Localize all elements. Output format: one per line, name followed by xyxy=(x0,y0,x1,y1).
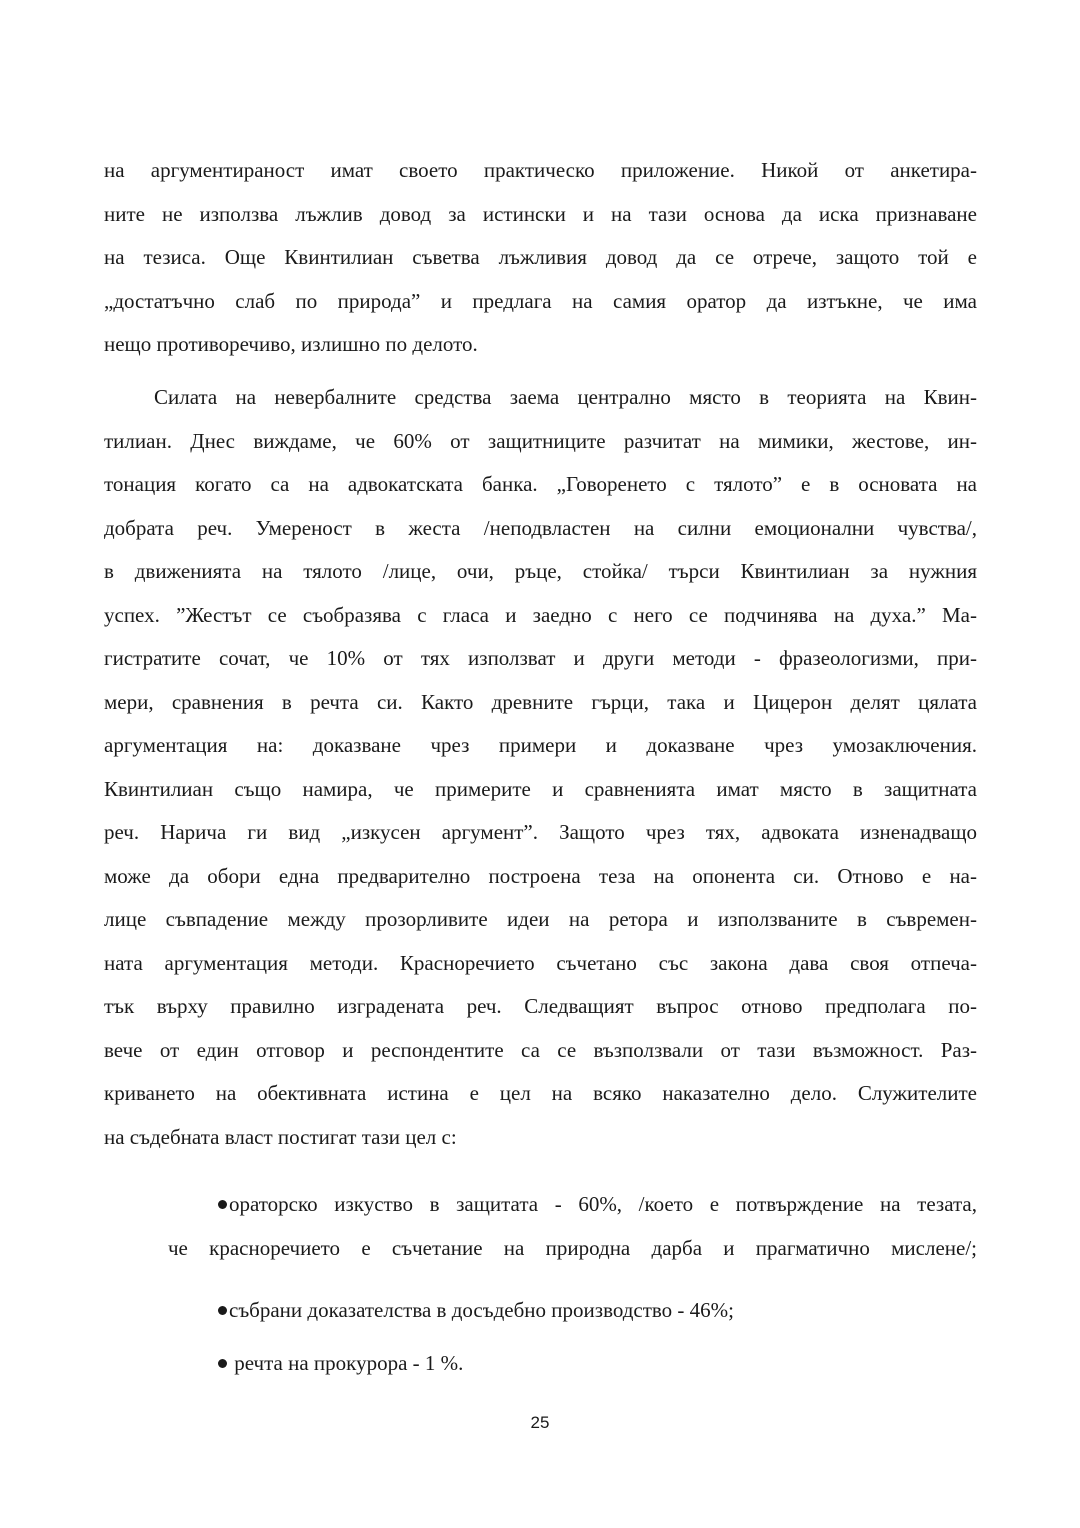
paragraph-2 xyxy=(104,376,977,1159)
text-line: добрата реч. Умереност в жеста /неподвластен на силни емоционални чувства/, xyxy=(104,515,977,540)
text-line: тък върху правилно изградената реч. Следващият въпрос отново предполага по- xyxy=(104,994,977,1018)
text-line: на съдебната власт постигат тази цел с: xyxy=(104,1124,457,1149)
text-line: нещо противоречиво, излишно по делото. xyxy=(104,332,478,356)
bullet-item-text: събрани доказателства в досъдебно производство - 46%; xyxy=(229,1298,735,1322)
text-line: в движенията на тялото /лице, очи, ръце, стойка/ търси Квинтилиан за нужния xyxy=(104,559,977,583)
text-line: „достатъчно слаб по природа” и предлага на самия оратор да изтъкне, че има xyxy=(104,288,977,313)
text-line: гистратите сочат, че 10% от тях използват и други методи - фразеологизми, при- xyxy=(104,646,977,670)
text-line: успех. ”Жестът се съобразява с гласа и заедно с него се подчинява на духа.” Ма- xyxy=(104,602,977,627)
text-line: може да обори една предварително построена теза на опонента си. Отново е на- xyxy=(104,863,977,888)
bullet-dot-icon xyxy=(218,1306,227,1315)
bullet-dot-icon xyxy=(218,1200,227,1209)
bullet-item-oratory xyxy=(218,1183,977,1227)
bullet-item-prosecutor xyxy=(218,1342,463,1386)
text-line: на тезиса. Още Квинтилиан съветва лъжливия довод да се отрече, защото той е xyxy=(104,245,977,269)
page-number: 25 xyxy=(530,1413,550,1432)
text-line: ната аргументация методи. Красноречието съчетано със закона дава своя отпеча- xyxy=(104,950,977,975)
text-line: тилиан. Днес виждаме, че 60% от защитниците разчитат на мимики, жестове, ин- xyxy=(104,428,977,453)
text-line: криването на обективната истина е цел на всяко наказателно дело. Служителите xyxy=(104,1081,977,1105)
text-line: аргументация на: доказване чрез примери и доказване чрез умозаключения. xyxy=(104,733,977,757)
text-line: мери, сравнения в речта си. Както древните гърци, така и Цицерон делят цялата xyxy=(104,689,977,714)
bullet-item-oratory-continuation xyxy=(168,1227,977,1271)
bullet-dot-icon xyxy=(218,1359,227,1368)
bullet-item-evidence xyxy=(218,1289,734,1333)
paragraph-1 xyxy=(104,149,977,367)
text-line: лице съвпадение между прозорливите идеи на ретора и използваните в съвремен- xyxy=(104,907,977,931)
text-line: вече от един отговор и респондентите са се възползвали от тази възможност. Раз- xyxy=(104,1037,977,1062)
text-line: реч. Нарича ги вид „изкусен аргумент”. Защото чрез тях, адвоката изненадващо xyxy=(104,820,977,844)
text-line: ните не използва лъжлив довод за истински и на тази основа да иска признаване xyxy=(104,201,977,226)
text-line: Квинтилиан също намира, че примерите и сравненията имат място в защитната xyxy=(104,776,977,801)
text-line: на аргументираност имат своето практическо приложение. Никой от анкетира- xyxy=(104,158,977,182)
text-line: Силата на невербалните средства заема централно място в теорията на Квин- xyxy=(154,385,977,409)
bullet-item-text: че красноречието е съчетание на природна дарба и прагматично мислене/; xyxy=(168,1236,977,1260)
text-line: тонация когато са на адвокатската банка. „Говоренето с тялото” е в основата на xyxy=(104,472,977,496)
bullet-item-text: ораторско изкуство в защитата - 60%, /което е потвърждение на тезата, xyxy=(229,1192,977,1216)
bullet-item-text: речта на прокурора - 1 %. xyxy=(229,1351,464,1375)
